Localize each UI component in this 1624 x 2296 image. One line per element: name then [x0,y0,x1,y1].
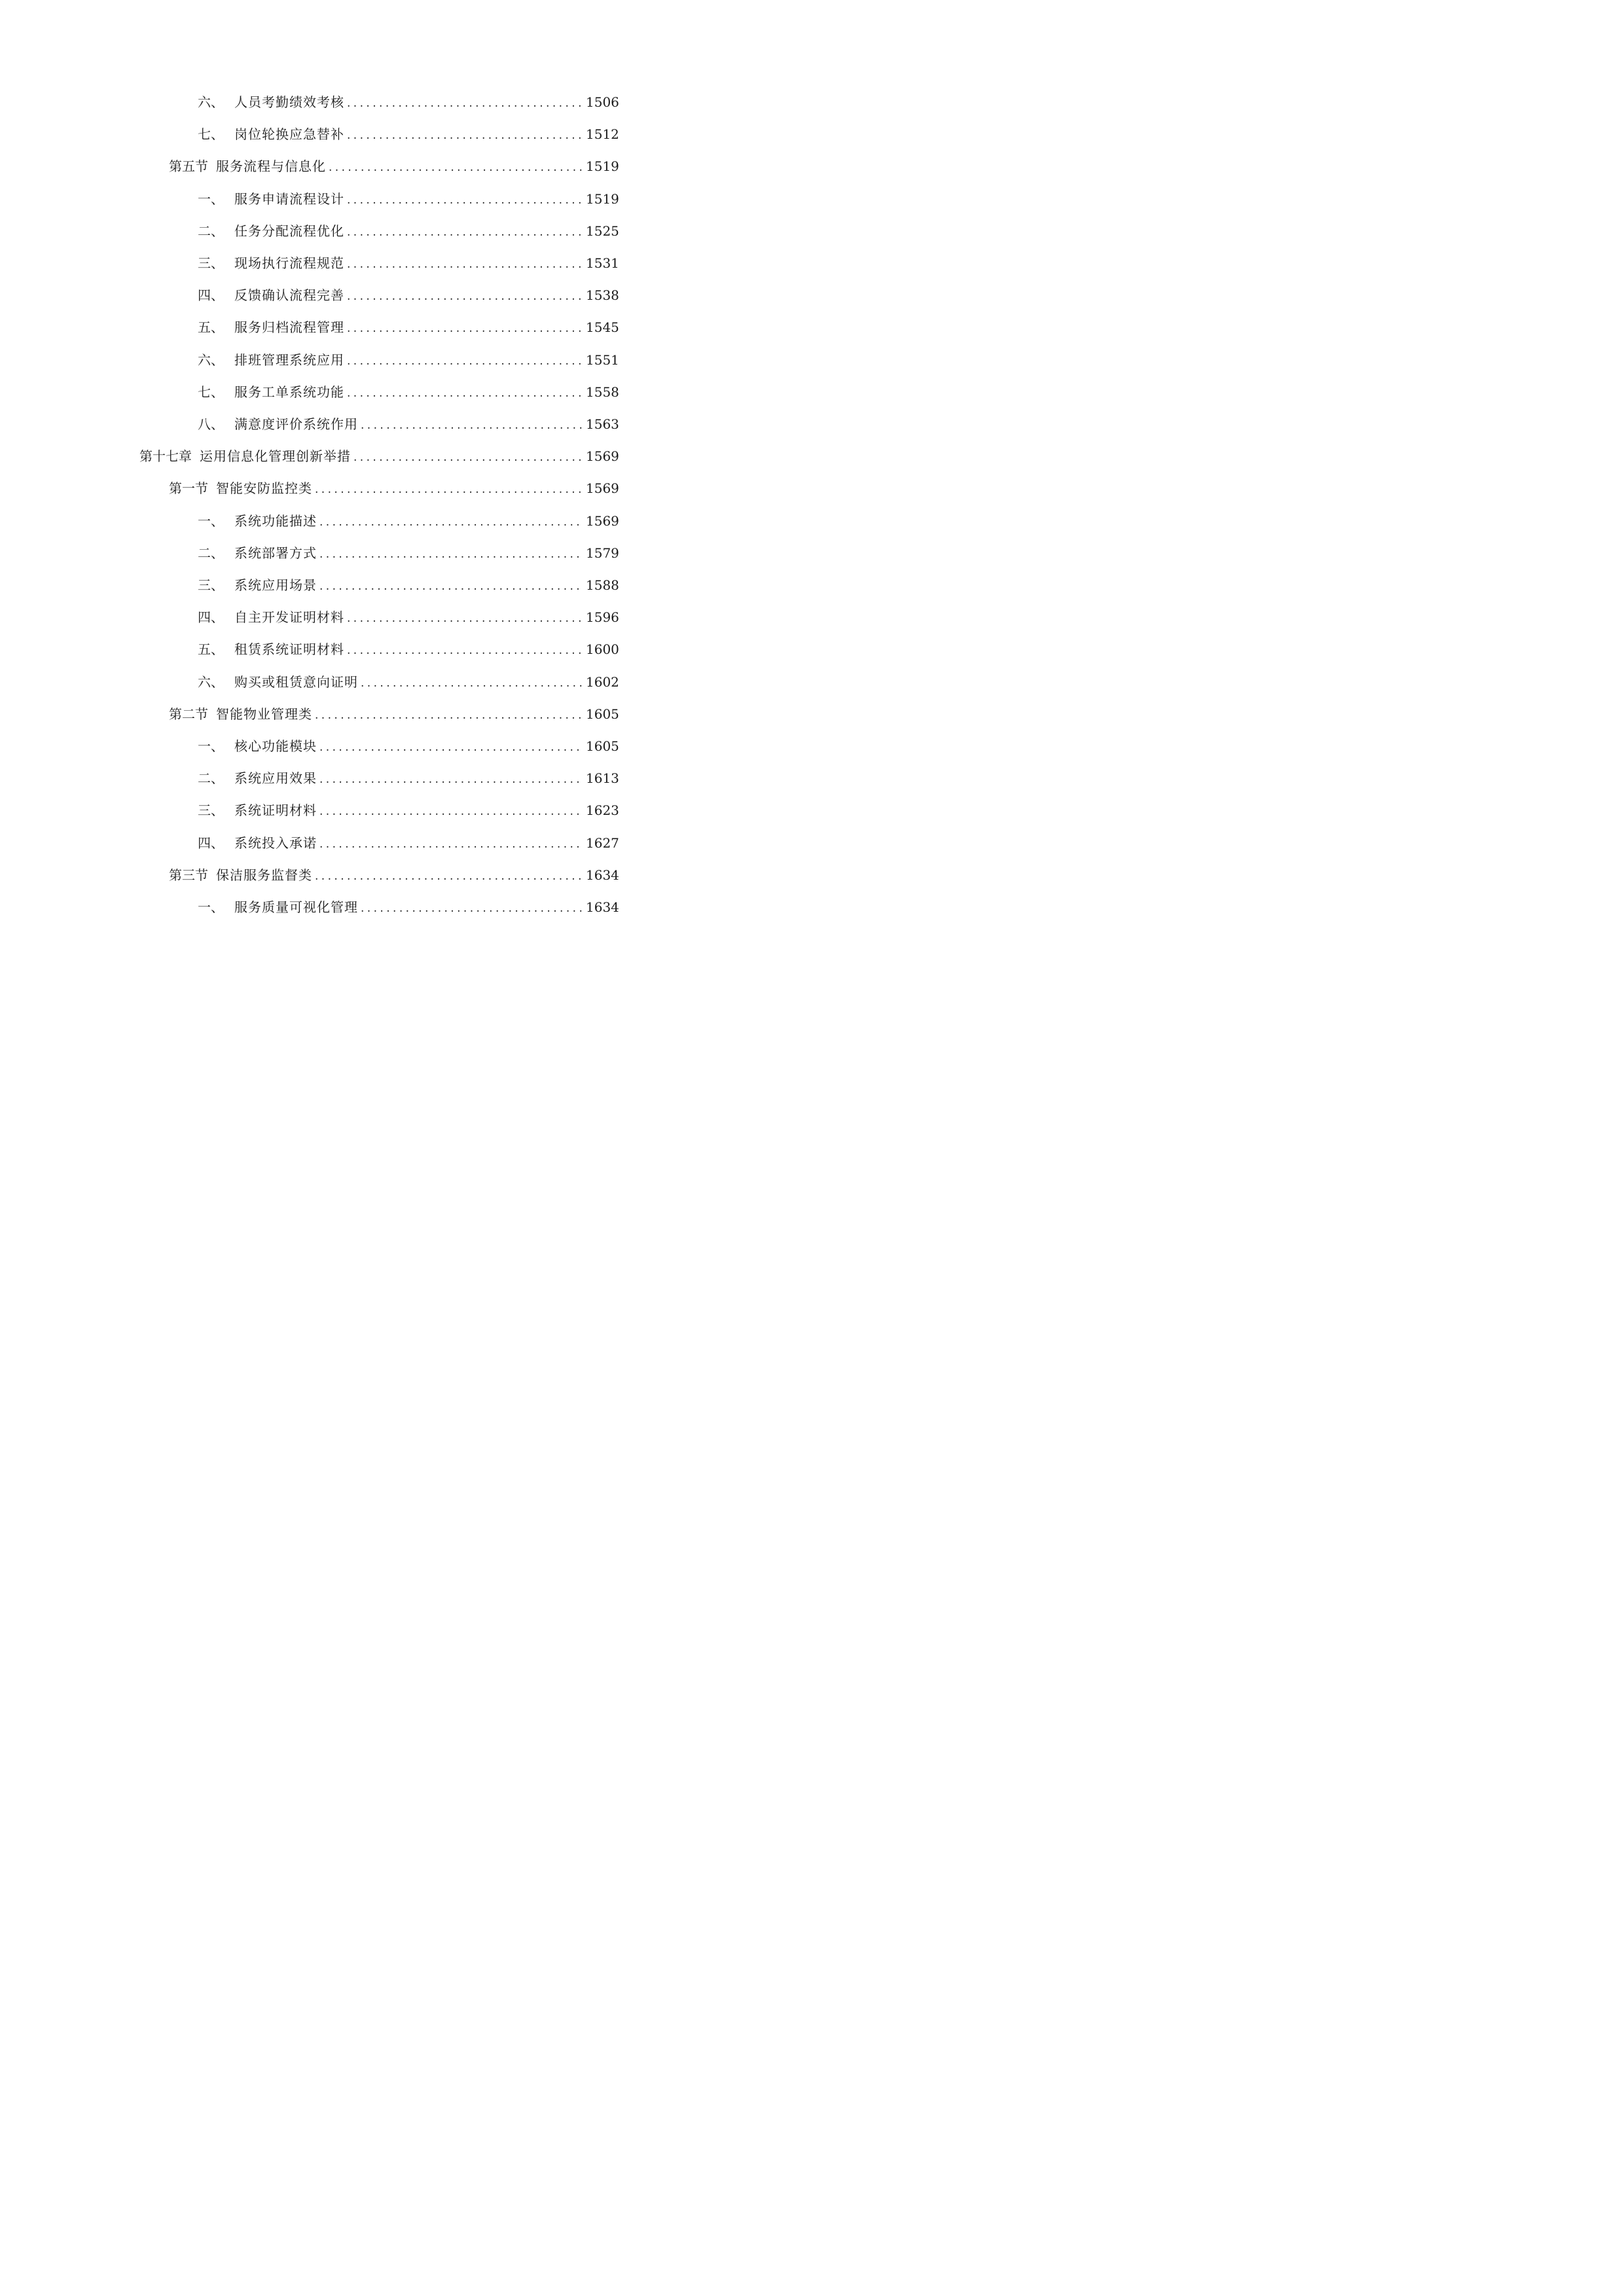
toc-dot-leader [347,287,582,306]
toc-entry-page-number: 1569 [586,448,619,465]
toc-entry-title: 服务申请流程设计 [234,190,344,207]
toc-entry-title: 服务归档流程管理 [234,319,344,336]
toc-dot-leader [347,126,582,145]
toc-dot-leader [315,706,582,725]
toc-entry[interactable] [169,704,619,724]
toc-entry-title: 服务工单系统功能 [234,384,344,400]
toc-dot-leader [347,94,582,113]
toc-entry-number: 六、 [198,351,224,368]
table-of-contents [0,0,726,1026]
toc-entry[interactable] [198,672,619,692]
toc-entry[interactable] [169,156,619,176]
toc-entry-page-number: 1569 [586,512,619,529]
toc-entry-page-number: 1634 [586,899,619,915]
toc-entry[interactable] [198,768,619,788]
toc-dot-leader [315,867,582,886]
toc-entry-number: 一、 [198,899,224,915]
toc-dot-leader [329,158,582,177]
toc-entry[interactable] [198,221,619,241]
toc-entry[interactable] [198,382,619,402]
toc-dot-leader [361,899,582,918]
toc-entry[interactable] [139,446,619,466]
toc-entry-title: 人员考勤绩效考核 [234,94,344,110]
toc-dot-leader [347,609,582,628]
toc-entry[interactable] [198,639,619,659]
toc-entry-number: 第三节 [169,867,208,883]
toc-entry-page-number: 1613 [586,770,619,787]
toc-entry-page-number: 1545 [586,319,619,336]
toc-entry-page-number: 1519 [586,190,619,207]
toc-entry-page-number: 1579 [586,545,619,561]
toc-entry-title: 系统部署方式 [234,545,317,561]
toc-entry-title: 核心功能模块 [234,738,317,754]
toc-entry-number: 第一节 [169,480,208,497]
toc-entry-number: 七、 [198,126,224,143]
toc-entry-title: 系统证明材料 [234,802,317,819]
toc-entry-title: 岗位轮换应急替补 [234,126,344,143]
toc-entry-number: 四、 [198,834,224,851]
toc-entry-title: 满意度评价系统作用 [234,416,358,432]
toc-dot-leader [347,190,582,210]
toc-entry-title: 自主开发证明材料 [234,609,344,626]
toc-entry-title: 反馈确认流程完善 [234,287,344,304]
toc-dot-leader [319,738,582,757]
toc-entry-number: 第二节 [169,706,208,722]
toc-entry-title: 服务流程与信息化 [216,158,326,175]
toc-entry-page-number: 1512 [586,126,619,143]
toc-dot-leader [319,512,582,532]
toc-entry-number: 第五节 [169,158,208,175]
toc-entry[interactable] [198,833,619,853]
toc-entry-page-number: 1602 [586,673,619,690]
toc-entry-page-number: 1531 [586,255,619,271]
toc-entry-title: 服务质量可视化管理 [234,899,358,915]
toc-entry-number: 三、 [198,255,224,271]
toc-entry[interactable] [198,124,619,144]
toc-entry-page-number: 1519 [586,158,619,175]
toc-entry-page-number: 1525 [586,223,619,239]
toc-entry-title: 系统应用效果 [234,770,317,787]
toc-entry-page-number: 1506 [586,94,619,110]
toc-entry-title: 系统投入承诺 [234,834,317,851]
toc-entry-title: 运用信息化管理创新举措 [200,448,351,465]
toc-entry-page-number: 1600 [586,641,619,658]
toc-entry-page-number: 1588 [586,577,619,593]
toc-entry-number: 三、 [198,802,224,819]
toc-entry-title: 购买或租赁意向证明 [234,673,358,690]
toc-entry-page-number: 1563 [586,416,619,432]
toc-entry-page-number: 1605 [586,706,619,722]
toc-entry[interactable] [198,575,619,595]
toc-entry-page-number: 1551 [586,351,619,368]
toc-entry-title: 系统功能描述 [234,512,317,529]
toc-entry-title: 保洁服务监督类 [216,867,312,883]
toc-dot-leader [319,577,582,596]
toc-entry-number: 八、 [198,416,224,432]
toc-dot-leader [347,223,582,242]
toc-dot-leader [347,319,582,338]
toc-dot-leader [347,384,582,403]
toc-entry[interactable] [198,800,619,820]
toc-entry-number: 四、 [198,287,224,304]
toc-dot-leader [319,834,582,854]
toc-entry-number: 一、 [198,190,224,207]
toc-entry-number: 六、 [198,94,224,110]
toc-entry[interactable] [198,92,619,112]
toc-entry-page-number: 1605 [586,738,619,754]
toc-entry-number: 二、 [198,545,224,561]
toc-entry[interactable] [198,736,619,756]
toc-entry-title: 智能安防监控类 [216,480,312,497]
toc-dot-leader [319,802,582,821]
toc-dot-leader [361,673,582,693]
toc-entry-number: 四、 [198,609,224,626]
toc-entry[interactable] [169,865,619,885]
toc-entry[interactable] [198,253,619,273]
toc-entry-page-number: 1558 [586,384,619,400]
toc-entry[interactable] [198,317,619,337]
toc-entry-page-number: 1634 [586,867,619,883]
toc-entry-title: 智能物业管理类 [216,706,312,722]
toc-entry[interactable] [198,607,619,627]
toc-dot-leader [361,416,582,435]
toc-dot-leader [347,255,582,274]
toc-entry-number: 二、 [198,223,224,239]
toc-entry-number: 二、 [198,770,224,787]
toc-dot-leader [353,448,582,467]
toc-entry[interactable] [198,897,619,917]
toc-entry-number: 七、 [198,384,224,400]
toc-entry-page-number: 1623 [586,802,619,819]
toc-entry-page-number: 1627 [586,834,619,851]
toc-entry-number: 六、 [198,673,224,690]
toc-entry-number: 五、 [198,319,224,336]
toc-entry-title: 租赁系统证明材料 [234,641,344,658]
toc-entry[interactable] [198,189,619,209]
toc-dot-leader [315,480,582,499]
toc-entry-page-number: 1569 [586,480,619,497]
toc-entry-number: 一、 [198,738,224,754]
toc-dot-leader [319,770,582,789]
toc-entry-title: 系统应用场景 [234,577,317,593]
toc-dot-leader [347,351,582,371]
toc-entry-title: 排班管理系统应用 [234,351,344,368]
toc-entry-number: 一、 [198,512,224,529]
toc-dot-leader [347,641,582,660]
toc-entry[interactable] [198,543,619,563]
toc-entry-title: 现场执行流程规范 [234,255,344,271]
toc-entry-number: 第十七章 [139,448,192,465]
toc-entry-number: 五、 [198,641,224,658]
toc-entry-title: 任务分配流程优化 [234,223,344,239]
toc-entry-page-number: 1538 [586,287,619,304]
toc-entry[interactable] [169,478,619,498]
toc-entry-page-number: 1596 [586,609,619,626]
toc-entry[interactable] [198,414,619,434]
toc-entry[interactable] [198,511,619,531]
toc-entry[interactable] [198,350,619,370]
toc-entry[interactable] [198,285,619,305]
toc-dot-leader [319,545,582,564]
toc-entry-number: 三、 [198,577,224,593]
